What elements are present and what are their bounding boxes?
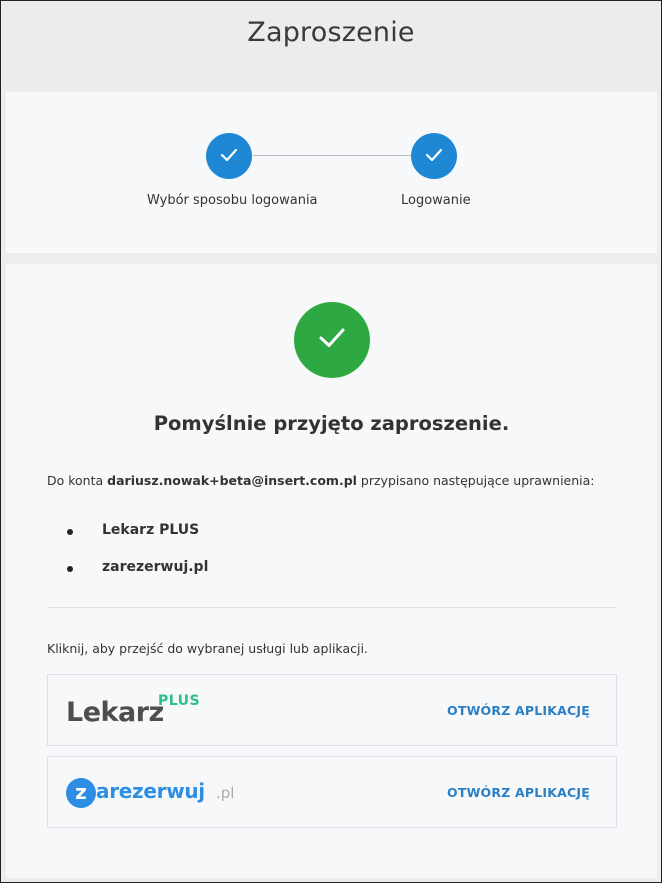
description-suffix: przypisano następujące uprawnienia: [356, 473, 595, 488]
bullet-icon [67, 566, 73, 572]
lekarz-plus-logo [66, 695, 216, 729]
app-row-zarezerwuj [47, 756, 617, 828]
account-email: dariusz.nowak+beta@insert.com.pl [107, 473, 357, 488]
permission-label: zarezerwuj.pl [102, 559, 209, 575]
step-2-indicator [411, 133, 457, 179]
zarezerwuj-logo [66, 776, 246, 810]
result-card [6, 264, 657, 878]
open-app-button-zarezerwuj[interactable]: OTWÓRZ APLIKACJĘ [447, 785, 590, 800]
zarezerwuj-logo-suffix: .pl [216, 784, 235, 802]
stepper [6, 92, 657, 253]
divider [47, 607, 617, 608]
page-title: Zaproszenie [247, 17, 415, 48]
app-row-lekarz-plus [47, 674, 617, 746]
check-icon [425, 147, 443, 166]
lekarz-logo-plus: PLUS [158, 693, 201, 709]
description-prefix: Do konta [47, 473, 108, 488]
check-icon [317, 326, 347, 354]
open-app-button-lekarz-plus[interactable]: OTWÓRZ APLIKACJĘ [447, 703, 590, 718]
step-2-label: Logowanie [401, 193, 471, 208]
step-1-indicator [206, 133, 252, 179]
stepper-connector [253, 155, 415, 156]
bullet-icon [67, 529, 73, 535]
step-1-label: Wybór sposobu logowania [147, 193, 318, 208]
check-icon [220, 147, 238, 166]
permissions-description [47, 473, 595, 488]
zarezerwuj-logo-initial: z [66, 778, 96, 808]
permission-label: Lekarz PLUS [102, 522, 200, 538]
success-title: Pomyślnie przyjęto zaproszenie. [153, 412, 510, 435]
zarezerwuj-logo-text: arezerwuj [96, 779, 205, 803]
apps-hint: Kliknij, aby przejść do wybranej usługi lub aplikacji. [47, 641, 368, 656]
success-indicator [294, 302, 370, 378]
page-header [2, 2, 660, 92]
lekarz-logo-text: Lekarz [66, 697, 164, 728]
